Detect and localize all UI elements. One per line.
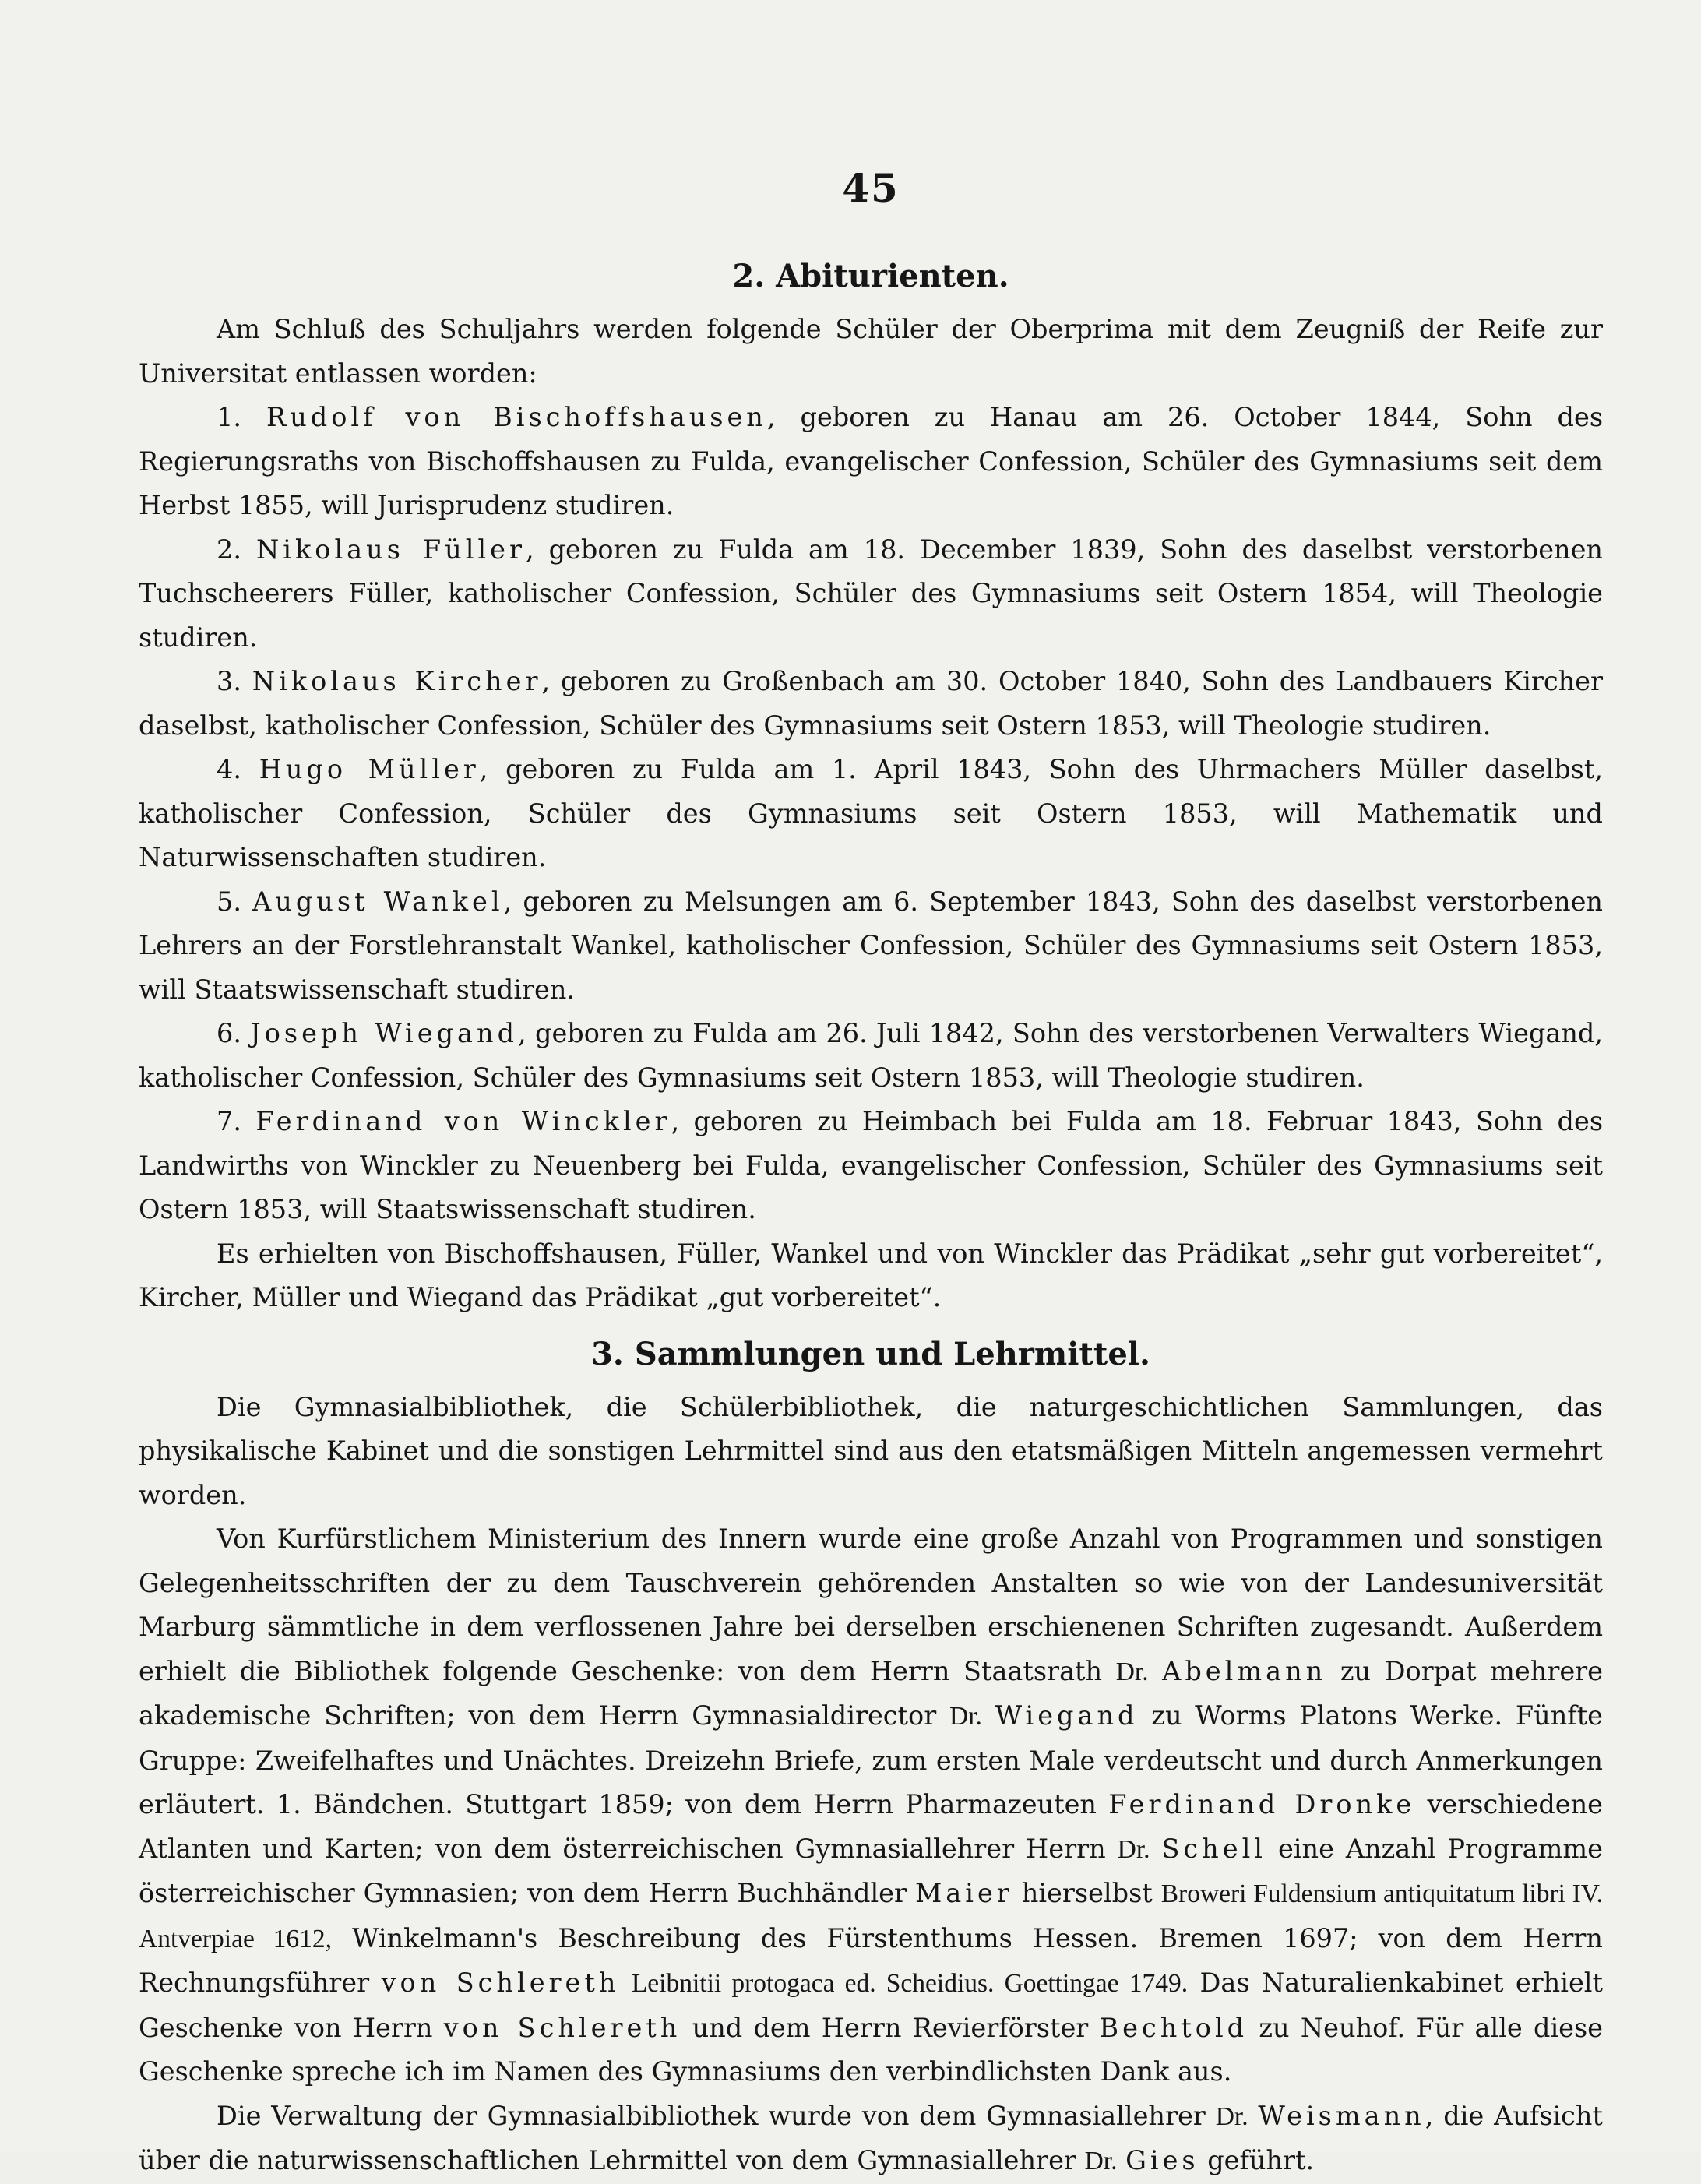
entry-number: 6. xyxy=(217,1018,241,1048)
person-name: Schell xyxy=(1161,1833,1267,1864)
text-run: zu Neuhof. Für alle diese Geschenke spreche ich im Namen des Gymnasiums den verbindlichsten Dank aus. xyxy=(139,2012,1604,2087)
person-name: von Schlereth xyxy=(381,1967,620,1998)
section-number: 3. xyxy=(591,1335,624,1372)
student-details: , geboren zu Großenbach am 30. October 1840, Sohn des Landbauers Kircher daselbst, katholischer Confession, Schüler des Gymnasiums seit Ostern 1853, will Theologie studiren. xyxy=(139,666,1604,741)
collections-paragraph: Die Gymnasialbibliothek, die Schülerbibliothek, die naturgeschichtlichen Sammlungen, das physikalische Kabinet und die sonstigen Lehrmittel sind aus den etatsmäßigen Mitteln angemessen vermehrt worden. xyxy=(139,1391,1603,1510)
student-name: Rudolf von Bischoffshausen xyxy=(266,402,767,432)
student-details: , geboren zu Heimbach bei Fulda am 18. Februar 1843, Sohn des Landwirths von Winckler zu Neuenberg bei Fulda, evangelischer Confession, Schüler des Gymnasiums seit Ostern 1853, will Staatswissenschaft studiren. xyxy=(139,1106,1604,1224)
entry-number: 1. xyxy=(217,402,241,432)
person-name: Gies xyxy=(1125,2145,1199,2175)
text-run xyxy=(1150,1834,1162,1864)
section-heading-sammlungen xyxy=(139,1333,1603,1376)
text-run: Die Verwaltung der Gymnasialbibliothek wurde von dem Gymnasiallehrer xyxy=(217,2100,1216,2131)
student-details: , geboren zu Hanau am 26. October 1844, Sohn des Regierungsraths von Bischoffshausen zu Fulda, evangelischer Confession, Schüler des Gymnasiums seit dem Herbst 1855, will Jurisprudenz studiren. xyxy=(139,402,1604,520)
person-name: Weismann xyxy=(1258,2100,1425,2131)
predicate-summary: Es erhielten von Bischoffshausen, Füller, Wankel und von Winckler das Prädikat „sehr gut vorbereitet“, Kircher, Müller und Wiegand das Prädikat „gut vorbereitet“. xyxy=(139,1238,1603,1312)
student-name: Joseph Wiegand xyxy=(250,1018,519,1048)
student-name: Ferdinand von Winckler xyxy=(255,1106,671,1136)
text-run: eine Anzahl Programme österreichischer Gymnasien; von dem Herrn Buchhändler xyxy=(139,1833,1603,1908)
administration-paragraph xyxy=(139,2094,1603,2184)
section-heading-abiturienten xyxy=(139,255,1603,298)
student-name: Nikolaus Füller xyxy=(255,534,526,565)
title-abbrev: Dr. xyxy=(1215,2101,1248,2131)
abiturienten-intro: Am Schluß des Schuljahrs werden folgende Schüler der Oberprima mit dem Zeugniß der Reife zur Universitat entlassen worden: xyxy=(139,314,1603,389)
text-run: hierselbst xyxy=(1012,1878,1161,1908)
text-run: Winkelmann's Beschreibung des Fürstenthums Hessen. Bremen 1697; von dem Herrn Rechnungsführer xyxy=(139,1922,1603,1998)
student-entry-7 xyxy=(139,1100,1603,1232)
page-content xyxy=(139,165,1603,2184)
section-title: Sammlungen und Lehrmittel. xyxy=(634,1335,1150,1372)
person-name: Bechtold xyxy=(1099,2012,1248,2043)
student-name: Hugo Müller xyxy=(259,754,480,784)
text-run: und dem Herrn Revierförster xyxy=(681,2012,1100,2043)
person-name: Ferdinand Dronke xyxy=(1108,1789,1416,1819)
entry-number: 5. xyxy=(217,886,241,917)
title-abbrev: Dr. xyxy=(1115,1657,1149,1686)
text-run: zu Dorpat mehrere akademische Schriften; von dem Herrn Gymnasialdirector xyxy=(139,1655,1603,1731)
text-run: , die Aufsicht über die naturwissenschaftlichen Lehrmittel von dem Gymnasiallehrer xyxy=(139,2100,1603,2175)
latin-book-title: Leibnitii protogaca ed. Scheidius. Goettingae 1749. xyxy=(631,1969,1189,1998)
student-entry-1 xyxy=(139,396,1603,528)
student-entry-5 xyxy=(139,880,1603,1013)
entry-number: 4. xyxy=(217,754,241,784)
text-run xyxy=(982,1700,995,1731)
entry-number: 7. xyxy=(217,1106,241,1136)
text-run: geführt. xyxy=(1199,2145,1315,2175)
title-abbrev: Dr. xyxy=(1117,1834,1150,1864)
text-run: Von Kurfürstlichem Ministerium des Innern wurde eine große Anzahl von Programmen und sonstigen Gelegenheitsschriften der zu dem Tauschverein gehörenden Anstalten so wie von der Landesuniversität Marburg sämmtliche in dem verflossenen Jahre bei derselben erschienenen Schriften zugesandt. Außerdem erhielt die Bibliothek folgende Geschenke: von dem Herrn Staatsrath xyxy=(139,1524,1603,1686)
person-name: von Schlereth xyxy=(443,2012,681,2043)
student-details: , geboren zu Fulda am 18. December 1839, Sohn des daselbst verstorbenen Tuchscheerers Füller, katholischer Confession, Schüler des Gymnasiums seit Ostern 1854, will Theologie studiren. xyxy=(139,534,1603,653)
text-run: zu Worms Platons Werke. Fünfte Gruppe: Zweifelhaftes und Unächtes. Dreizehn Briefe, zum ersten Male verdeutscht und durch Anmerkungen erläutert. 1. Bändchen. Stuttgart 1859; von dem Herrn Pharmazeuten xyxy=(139,1700,1603,1819)
student-details: , geboren zu Melsungen am 6. September 1843, Sohn des daselbst verstorbenen Lehrers an der Forstlehranstalt Wankel, katholischer Confession, Schüler des Gymnasiums seit Ostern 1853, will Staatswissenschaft studiren. xyxy=(139,886,1603,1005)
text-run: verschiedene Atlanten und Karten; von dem österreichischen Gymnasiallehrer Herrn xyxy=(139,1789,1603,1864)
latin-book-title: Broweri Fuldensium antiquitatum libri IV. Antverpiae 1612, xyxy=(139,1879,1603,1953)
text-run xyxy=(1117,2145,1125,2175)
student-details: , geboren zu Fulda am 26. Juli 1842, Sohn des verstorbenen Verwalters Wiegand, katholischer Confession, Schüler des Gymnasiums seit Ostern 1853, will Theologie studiren. xyxy=(139,1018,1603,1093)
person-name: Wiegand xyxy=(995,1700,1139,1731)
person-name: Maier xyxy=(914,1878,1013,1908)
person-name: Abelmann xyxy=(1162,1655,1327,1686)
page-number: 45 xyxy=(842,165,900,211)
text-run xyxy=(1149,1656,1163,1686)
student-entry-4 xyxy=(139,748,1603,880)
text-run xyxy=(619,1967,631,1998)
title-abbrev: Dr. xyxy=(949,1702,982,1731)
student-name: August Wankel xyxy=(252,886,504,917)
text-run xyxy=(1248,2101,1259,2131)
student-entry-3 xyxy=(139,660,1603,748)
student-details: , geboren zu Fulda am 1. April 1843, Sohn des Uhrmachers Müller daselbst, katholischer Confession, Schüler des Gymnasiums seit Ostern 1853, will Mathematik und Naturwissenschaften studiren. xyxy=(139,754,1603,872)
student-name: Nikolaus Kircher xyxy=(252,666,542,696)
entry-number: 3. xyxy=(217,666,241,696)
donations-paragraph xyxy=(139,1517,1603,2094)
entry-number: 2. xyxy=(217,534,241,565)
section-number: 2. xyxy=(732,258,766,294)
section-title: Abiturienten. xyxy=(776,258,1009,294)
student-entry-6 xyxy=(139,1012,1603,1100)
text-run: Das Naturalienkabinet erhielt Geschenke von Herrn xyxy=(139,1967,1603,2043)
student-entry-2 xyxy=(139,528,1603,660)
title-abbrev: Dr. xyxy=(1084,2147,1118,2175)
